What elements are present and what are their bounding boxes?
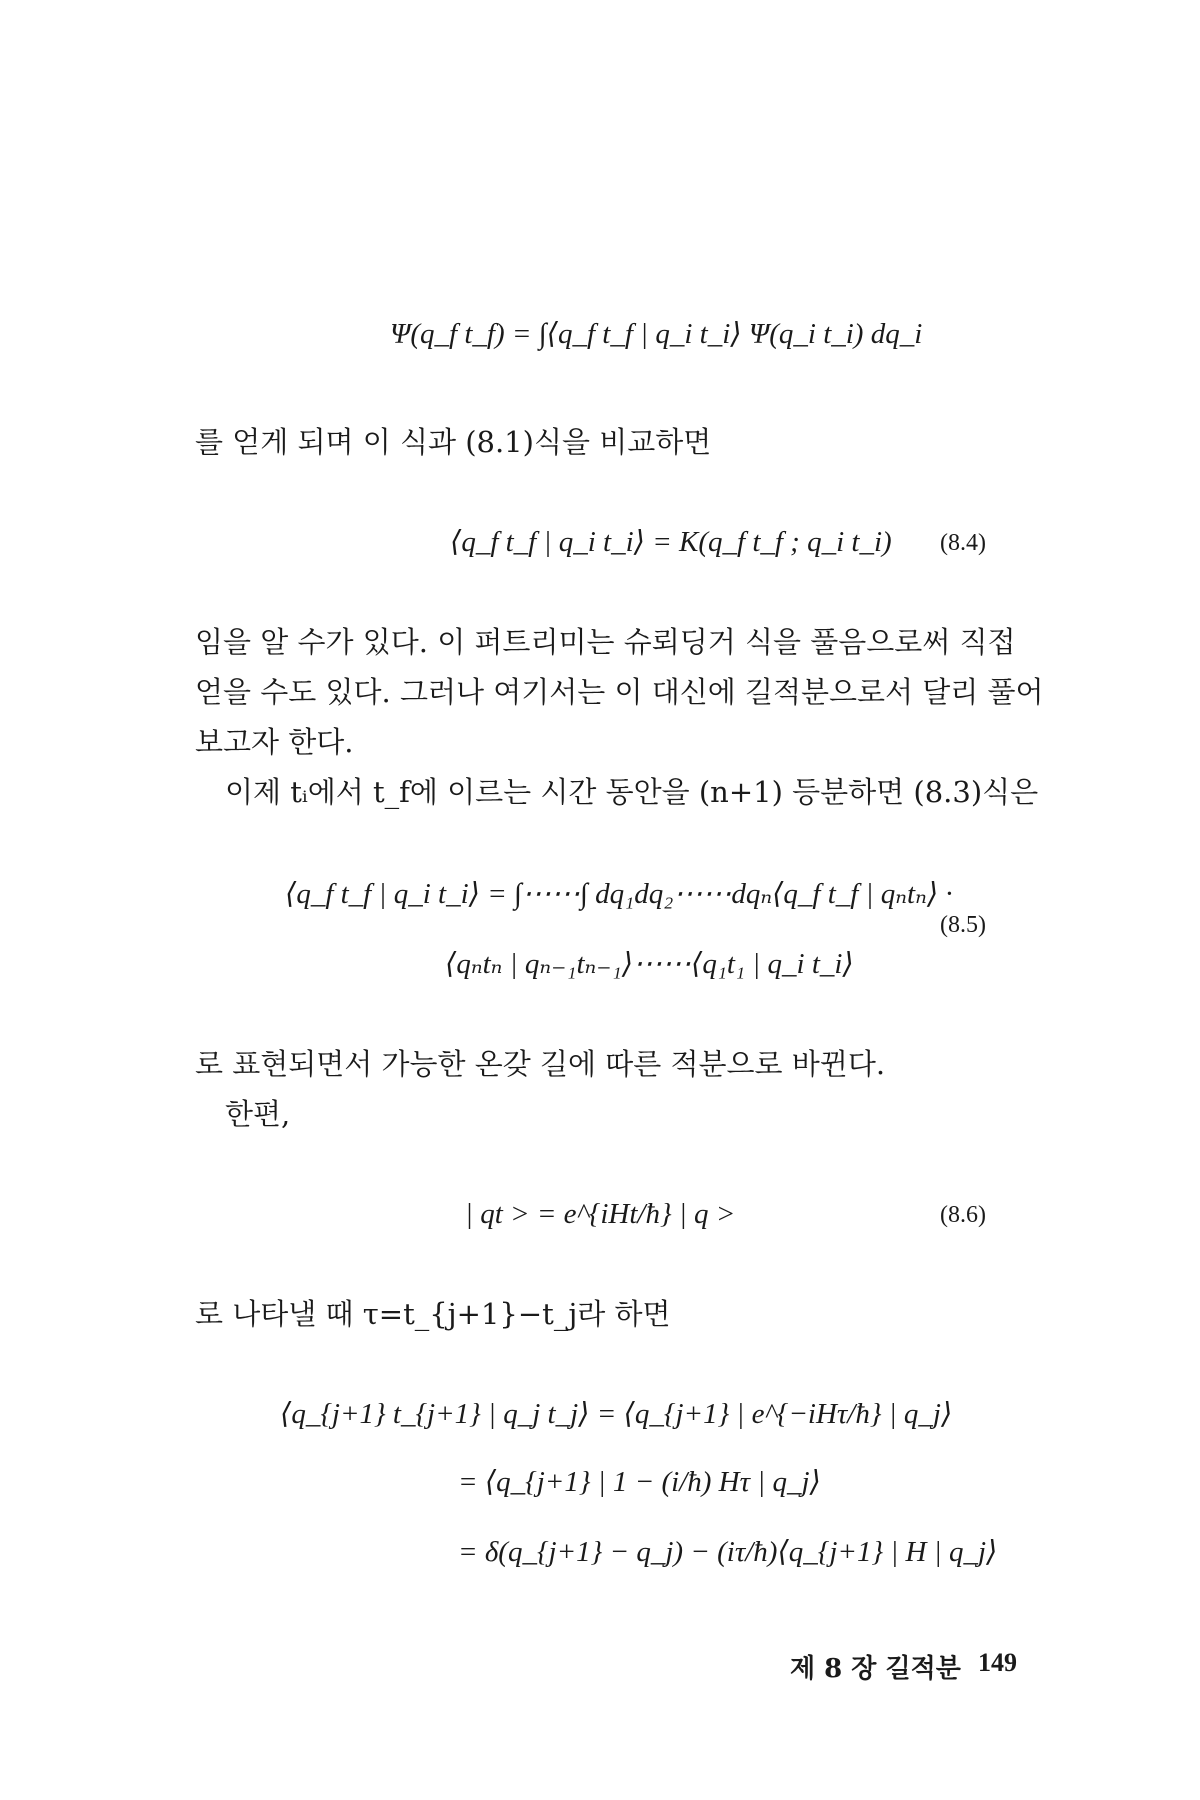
paragraph-path-integral: 로 표현되면서 가능한 온갖 길에 따른 적분으로 바뀐다.	[195, 1047, 886, 1081]
equation-final-line-3: = δ(q_{j+1} − q_j) − (iτ/ħ)⟨q_{j+1} | H | q_j⟩	[458, 1536, 998, 1568]
footer-page-number: 149	[978, 1648, 1017, 1677]
paragraph-meanwhile: 한편,	[225, 1097, 291, 1131]
equation-8-5-line-1: ⟨q_f t_f | q_i t_i⟩ = ∫⋯⋯∫ dq₁dq₂⋯⋯dqₙ⟨q_f t_f | qₙtₙ⟩ ·	[285, 878, 953, 910]
equation-number-8-4: (8.4)	[940, 530, 986, 556]
footer-chapter-title: 제 8 장 길적분	[790, 1654, 961, 1684]
equation-8-6: | qt > = e^{iHt/ħ} | q >	[465, 1198, 736, 1230]
equation-8-5-line-2: ⟨qₙtₙ | qₙ₋₁tₙ₋₁⟩⋯⋯⟨q₁t₁ | q_i t_i⟩	[445, 948, 854, 980]
paragraph-line-1: 임을 알 수가 있다. 이 퍼트리미는 슈뢰딩거 식을 풀음으로써 직접	[195, 625, 1016, 659]
paragraph-compare: 를 얻게 되며 이 식과 (8.1)식을 비교하면	[195, 425, 712, 459]
equation-number-8-5: (8.5)	[940, 912, 986, 938]
paragraph-divide-time: 이제 tᵢ에서 t_f에 이르는 시간 동안을 (n+1) 등분하면 (8.3)식은	[225, 775, 1039, 809]
equation-final-line-1: ⟨q_{j+1} t_{j+1} | q_j t_j⟩ = ⟨q_{j+1} | e^{−iHτ/ħ} | q_j⟩	[280, 1398, 953, 1430]
equation-psi: Ψ(q_f t_f) = ∫⟨q_f t_f | q_i t_i⟩ Ψ(q_i t_i) dq_i	[390, 318, 923, 350]
paragraph-tau-definition: 로 나타낼 때 τ=t_{j+1}−t_j라 하면	[195, 1297, 671, 1331]
paragraph-line-3: 보고자 한다.	[195, 725, 354, 759]
paragraph-line-2: 얻을 수도 있다. 그러나 여기서는 이 대신에 길적분으로서 달리 풀어	[195, 675, 1044, 709]
equation-8-4: ⟨q_f t_f | q_i t_i⟩ = K(q_f t_f ; q_i t_i)	[450, 526, 892, 558]
equation-final-line-2: = ⟨q_{j+1} | 1 − (i/ħ) Hτ | q_j⟩	[458, 1466, 821, 1498]
equation-number-8-6: (8.6)	[940, 1202, 986, 1228]
